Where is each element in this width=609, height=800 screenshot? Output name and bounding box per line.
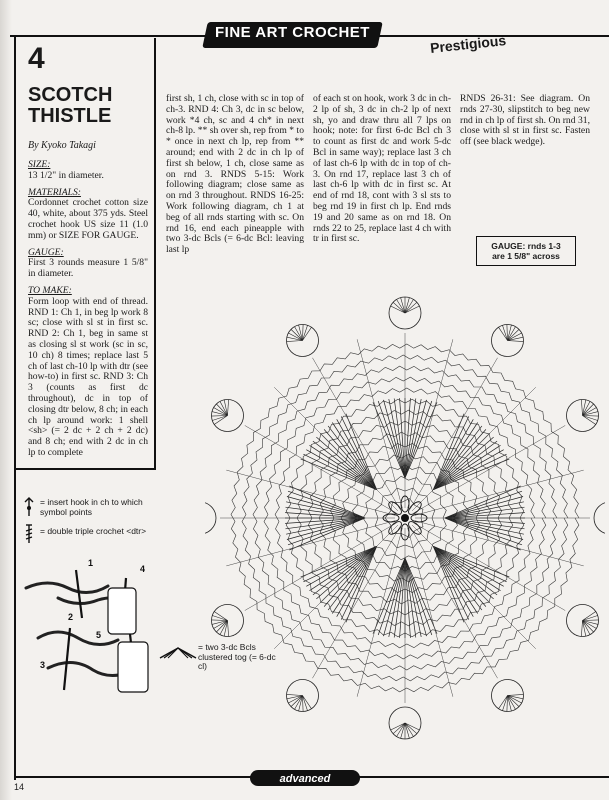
- edge-fan-stitch: [583, 412, 599, 416]
- radial-spoke: [313, 358, 401, 510]
- radial-spoke: [414, 523, 566, 611]
- pineapple-stitch: [433, 437, 493, 490]
- legend-cluster: = two 3-dc Bcls clustered tog (= 6-dc cl): [198, 642, 276, 671]
- size-text: 13 1/2" in diameter.: [28, 169, 104, 181]
- pineapple-stitch: [341, 416, 377, 489]
- cluster-symbol-icon: [158, 644, 198, 662]
- edge-fan-stitch: [581, 400, 582, 416]
- edge-fan: [205, 502, 216, 534]
- edge-fan-stitch: [499, 327, 508, 340]
- column-3-text: of each st on hook, work 3 dc in ch-2 lp of sh, 3 dc in ch-2 lp of next sh, yo and draw thru all 7 lps on hook; note: for first 6-dc Bcl ch 3 to count as first dc and work 5-dc Bcl in same way); replace last 3 ch of last ch-6 lp with dc in top of ch-3. On rnd 17, replace last 3 ch of last ch-6 lp with dc in first sc. At end of rnd 18, cont with 3 sl sts to beg rnd 19 in first ch lp. End rnds 19 and 20 same as on rnd 18. On rnds 22 to 25, replace last 4 ch with tr in first sc.: [313, 93, 452, 245]
- column-4-text: RNDS 26-31: See diagram. On rnds 27-30, slipstitch to beg new rnd in ch lp of first sh. On rnd 31, close with sl st in first sc. Fasten off (see black wedge).: [460, 93, 590, 148]
- edge-fan-stitch: [583, 416, 596, 425]
- edge-fan-stitch: [583, 612, 596, 621]
- pineapple-stitch: [433, 546, 503, 586]
- radial-spoke: [357, 528, 402, 697]
- edge-fan-stitch: [508, 325, 512, 341]
- edge-fan-stitch: [212, 412, 228, 416]
- radial-spoke: [412, 525, 536, 649]
- instructions-column-2: [166, 94, 304, 256]
- edge-fan-stitch: [499, 696, 508, 709]
- edge-fan-stitch: [287, 694, 303, 695]
- edge-fan-stitch: [583, 621, 586, 637]
- radial-spoke: [408, 528, 453, 697]
- radial-spoke: [274, 525, 398, 649]
- edge-fan-stitch: [212, 621, 228, 625]
- edge-fan-stitch: [287, 341, 303, 342]
- pineapple-stitch: [445, 497, 523, 519]
- edge-fan-stitch: [228, 400, 229, 416]
- pineapple-stitch: [433, 450, 503, 490]
- column-2-text: first sh, 1 ch, close with sc in top of ch-3. RND 4: Ch 3, dc in sc below, work *4 ch, sc and 4 ch* in next ch-8 lp. ** sh over sh, rep from * to * once in next ch lp, rep from ** around; end with 2 dc in ch lp of first sh below, 1 ch, close same as on rnd 3. RNDS 5-15: Work following diagram; close same as on rnd 3 throughout. RNDS 16-25: Work following diagram, ch 1 at beg of all rnds starting with sc. On rnd 16, end each pineapple with two 3-dc Bcls (= 6-dc Bcl: leaving last lp: [166, 93, 304, 256]
- pineapple-stitch: [384, 400, 406, 478]
- pineapple-stitch: [306, 546, 376, 586]
- edge-fan-stitch: [299, 325, 303, 341]
- edge-fan-stitch: [287, 696, 303, 699]
- pineapple-stitch: [445, 518, 523, 540]
- doily-stitch-diagram: [205, 268, 605, 753]
- footer-logo-icon: [250, 768, 360, 788]
- radial-spoke: [412, 387, 536, 511]
- edge-fan-stitch: [228, 621, 229, 637]
- edge-fan-stitch: [303, 327, 312, 340]
- materials-text: Cordonnet crochet cotton size 40, white, about 375 yds. Steel crochet hook US size 11 (1.0 mm) or SIZE FOR GAUGE.: [28, 197, 148, 241]
- pineapple-stitch: [405, 558, 427, 636]
- pattern-number: 4: [28, 42, 45, 75]
- edge-fan-stitch: [583, 400, 586, 416]
- pineapple-stitch: [303, 546, 376, 582]
- size-heading: SIZE:: [28, 159, 51, 170]
- pineapple-stitch: [433, 546, 506, 582]
- pineapple-stitch: [341, 546, 377, 619]
- pineapple-stitch: [405, 400, 427, 478]
- radial-spoke: [313, 527, 401, 679]
- pineapple-stitch: [384, 558, 406, 636]
- gauge-callout-line-1: GAUGE: rnds 1-3: [491, 241, 561, 251]
- step-3-label: 3: [40, 660, 46, 670]
- radial-spoke: [274, 387, 398, 511]
- radial-spoke: [408, 339, 453, 508]
- pattern-byline: By Kyoko Takagi: [28, 140, 96, 151]
- edge-fan-stitch: [508, 696, 512, 712]
- edge-fan-stitch: [508, 694, 524, 695]
- radial-spoke: [410, 527, 498, 679]
- edge-fan-stitch: [287, 337, 303, 340]
- edge-fan-stitch: [583, 621, 599, 625]
- pineapple-stitch: [337, 546, 377, 616]
- center-ring: [401, 514, 409, 522]
- edge-fan-stitch: [224, 621, 227, 637]
- edge-fan-stitch: [508, 337, 524, 340]
- step-4-label: 4: [140, 564, 146, 574]
- footer-logo-text: advanced: [279, 773, 331, 785]
- pineapple-stitch: [433, 546, 493, 599]
- edge-fan-stitch: [303, 696, 312, 709]
- dtr-symbol-icon: [22, 523, 36, 545]
- legend-dtr: = double triple crochet <dtr>: [40, 526, 147, 536]
- insert-hook-symbol-icon: [22, 496, 36, 518]
- pineapple-stitch: [306, 450, 376, 490]
- radial-spoke: [415, 470, 584, 515]
- edge-fan-stitch: [508, 696, 524, 699]
- edge-fan-stitch: [299, 696, 303, 712]
- instructions-column-1: [28, 160, 148, 459]
- pineapple-stitch: [303, 454, 376, 490]
- dtr-how-to-illustration: [18, 558, 168, 698]
- section-tag: Prestigious: [429, 32, 507, 56]
- radial-spoke: [245, 523, 396, 611]
- edge-fan-stitch: [508, 341, 524, 342]
- edge-fan: [594, 502, 605, 534]
- gauge-text: First 3 rounds measure 1 5/8" in diameter.: [28, 257, 148, 280]
- pineapple-stitch: [433, 546, 473, 616]
- tomake-heading: TO MAKE:: [28, 284, 72, 296]
- pineapple-stitch: [433, 454, 506, 490]
- materials-heading: MATERIALS:: [28, 186, 81, 198]
- radial-spoke: [245, 426, 396, 514]
- gauge-callout-line-2: are 1 5/8" across: [492, 251, 560, 261]
- pattern-title: SCOTCH THISTLE: [28, 84, 113, 127]
- radial-spoke: [415, 521, 584, 566]
- step-2-label: 2: [68, 612, 74, 622]
- edge-fan-stitch: [214, 612, 227, 621]
- step-5-label: 5: [96, 630, 102, 640]
- page-number: 14: [14, 782, 25, 792]
- legend-insert-hook: = insert hook in ch to which symbol points: [40, 497, 143, 517]
- instructions-column-4: [460, 94, 590, 148]
- pineapple-stitch: [337, 419, 377, 489]
- gauge-callout: [476, 236, 576, 266]
- radial-spoke: [226, 470, 395, 515]
- radial-spoke: [226, 521, 395, 566]
- radial-spoke: [410, 358, 498, 510]
- edge-fan-stitch: [581, 621, 582, 637]
- pineapple-stitch: [433, 419, 473, 489]
- magazine-title: FINE ART CROCHET: [215, 24, 370, 41]
- edge-fan-stitch: [214, 416, 227, 425]
- gauge-heading: GAUGE:: [28, 246, 64, 258]
- instructions-column-3: [313, 94, 451, 245]
- tomake-text: Form loop with end of thread. RND 1: Ch 1, in beg lp work 8 sc; close with sl st in first sc. RND 2: Ch 1, beg in same st as closing sl st work (sc in sc, 10 ch) 8 times; replace last 5 ch of last ch-10 lp with dtr (see how-to) in first sc. RND 3: Ch 3 (counts as first dc throughout), dc in top of closing dtr below, 8 ch; in each ch lp around work: 1 shell <sh> (= 2 dc + 2 ch + 2 dc) and 8 ch; end with 2 dc in ch lp to complete: [28, 295, 148, 458]
- step-1-label: 1: [88, 558, 94, 568]
- edge-fan-stitch: [224, 400, 227, 416]
- radial-spoke: [357, 339, 402, 508]
